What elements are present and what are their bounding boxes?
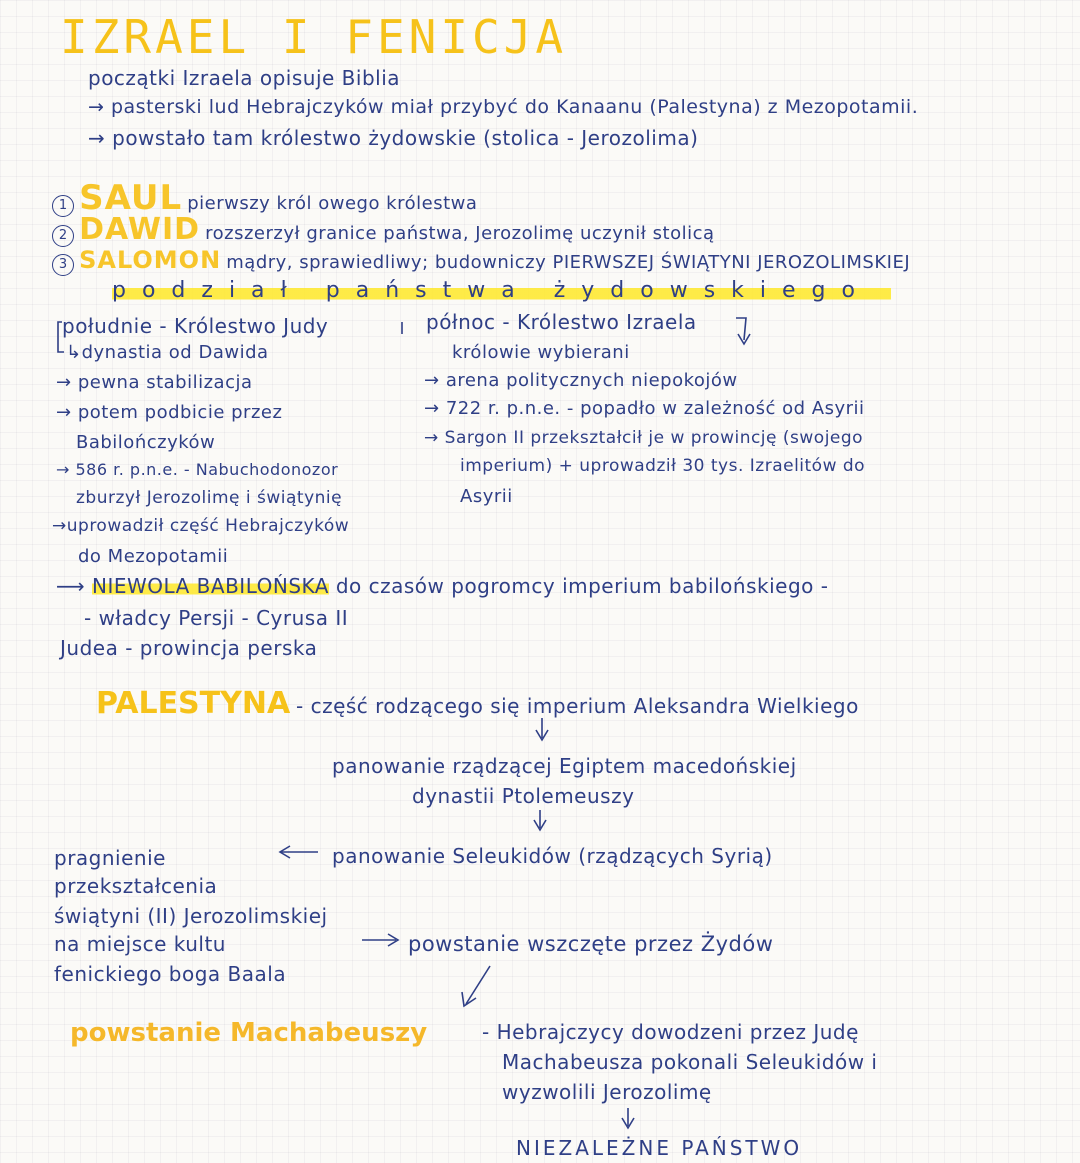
captivity-text-2: - władcy Persji - Cyrusa II: [84, 606, 349, 630]
south-item: →uprowadził część Hebrajczyków: [52, 516, 350, 536]
north-item: → arena politycznych niepokojów: [424, 370, 738, 391]
south-bracket: [58, 322, 64, 352]
arrow-right-icon: →: [56, 372, 78, 393]
number-1-badge: 1: [52, 195, 74, 217]
arrow-right-icon: →: [88, 96, 111, 118]
palestine-left-2: przekształcenia: [54, 874, 218, 898]
arrow-right-icon: →: [424, 370, 446, 391]
intro-line-2: → pasterski lud Hebrajczyków miał przybyć do Kanaanu (Palestyna) z Mezopotamii.: [88, 96, 919, 118]
captivity-text-3: Judea - prowincja perska: [60, 636, 318, 660]
independent-state: NIEZALEŻNE PAŃSTWO: [516, 1136, 803, 1160]
split-heading: podział państwa żydowskiego: [112, 278, 891, 303]
arrow-right-icon: →: [424, 398, 446, 419]
uprising-text: powstanie wszczęte przez Żydów: [408, 932, 774, 956]
south-item: → potem podbicie przez: [56, 402, 283, 423]
number-2-badge: 2: [52, 225, 74, 247]
arrow-right-icon: →: [424, 428, 445, 448]
intro-line-3: → powstało tam królestwo żydowskie (stolica - Jerozolima): [88, 126, 699, 150]
king-name: SAUL: [79, 178, 183, 218]
south-item: → pewna stabilizacja: [56, 372, 253, 393]
palestine-left-5: fenickiego boga Baala: [54, 962, 287, 986]
arrow-right-icon: ⟶: [56, 574, 93, 598]
palestine-step-2: panowanie Seleukidów (rządzących Syrią): [332, 844, 773, 868]
south-item: zburzył Jerozolimę i świątynię: [76, 488, 343, 508]
arrow-right-icon: ↳: [66, 342, 82, 363]
captivity-text: do czasów pogromcy imperium babilońskiego -: [335, 574, 829, 598]
maccabees-text-3: wyzwolili Jerozolimę: [502, 1080, 712, 1104]
south-item: ↳dynastia od Dawida: [66, 342, 269, 363]
north-item: → Sargon II przekształcił je w prowincję (swojego: [424, 428, 864, 448]
arrow-right-icon: →: [88, 126, 113, 150]
king-description: pierwszy król owego królestwa: [187, 193, 478, 214]
palestine-step-1a: panowanie rządzącej Egiptem macedońskiej: [332, 754, 797, 778]
captivity-label: NIEWOLA BABILOŃSKA: [92, 574, 329, 598]
north-title: północ - Królestwo Izraela: [426, 310, 697, 334]
north-item: → 722 r. p.n.e. - popadło w zależność od Asyrii: [424, 398, 865, 419]
king-name: DAWID: [79, 212, 201, 247]
north-bracket: [736, 318, 746, 340]
maccabees-label: powstanie Machabeuszy: [70, 1018, 428, 1048]
maccabees-text-2: Machabeusza pokonali Seleukidów i: [502, 1050, 878, 1074]
arrow-diagonal-icon: [466, 966, 490, 1004]
south-title: południe - Królestwo Judy: [62, 314, 329, 338]
number-3-badge: 3: [52, 254, 74, 276]
palestine-step-1b: dynastii Ptolemeuszy: [412, 784, 635, 808]
palestine-text: - część rodzącego się imperium Aleksandra Wielkiego: [296, 694, 859, 718]
north-item: królowie wybierani: [452, 342, 630, 363]
palestine-left-4: na miejsce kultu: [54, 932, 226, 956]
arrow-right-icon: →: [56, 402, 78, 423]
king-description: mądry, sprawiedliwy; budowniczy PIERWSZEJ ŚWIĄTYNI JEROZOLIMSKIEJ: [226, 252, 911, 273]
palestine-left-1: pragnienie: [54, 846, 166, 870]
south-item: do Mezopotamii: [78, 546, 229, 567]
king-description: rozszerzył granice państwa, Jerozolimę uczynił stolicą: [205, 223, 715, 244]
palestine-left-3: świątyni (II) Jerozolimskiej: [54, 904, 328, 928]
arrow-right-icon: →: [56, 460, 76, 479]
palestine-label: PALESTYNA: [96, 686, 291, 721]
north-item: imperium) + uprowadził 30 tys. Izraelitów do: [460, 456, 866, 476]
north-item: Asyrii: [460, 486, 513, 507]
intro-line-1: początki Izraela opisuje Biblia: [88, 66, 401, 90]
south-item: → 586 r. p.n.e. - Nabuchodonozor: [56, 460, 339, 479]
south-item: Babilończyków: [76, 432, 216, 453]
arrow-right-icon: →: [52, 516, 67, 536]
maccabees-text-1: - Hebrajczycy dowodzeni przez Judę: [482, 1020, 859, 1044]
page-title: IZRAEL I FENICJA: [60, 10, 568, 64]
king-name: SALOMON: [79, 246, 222, 274]
